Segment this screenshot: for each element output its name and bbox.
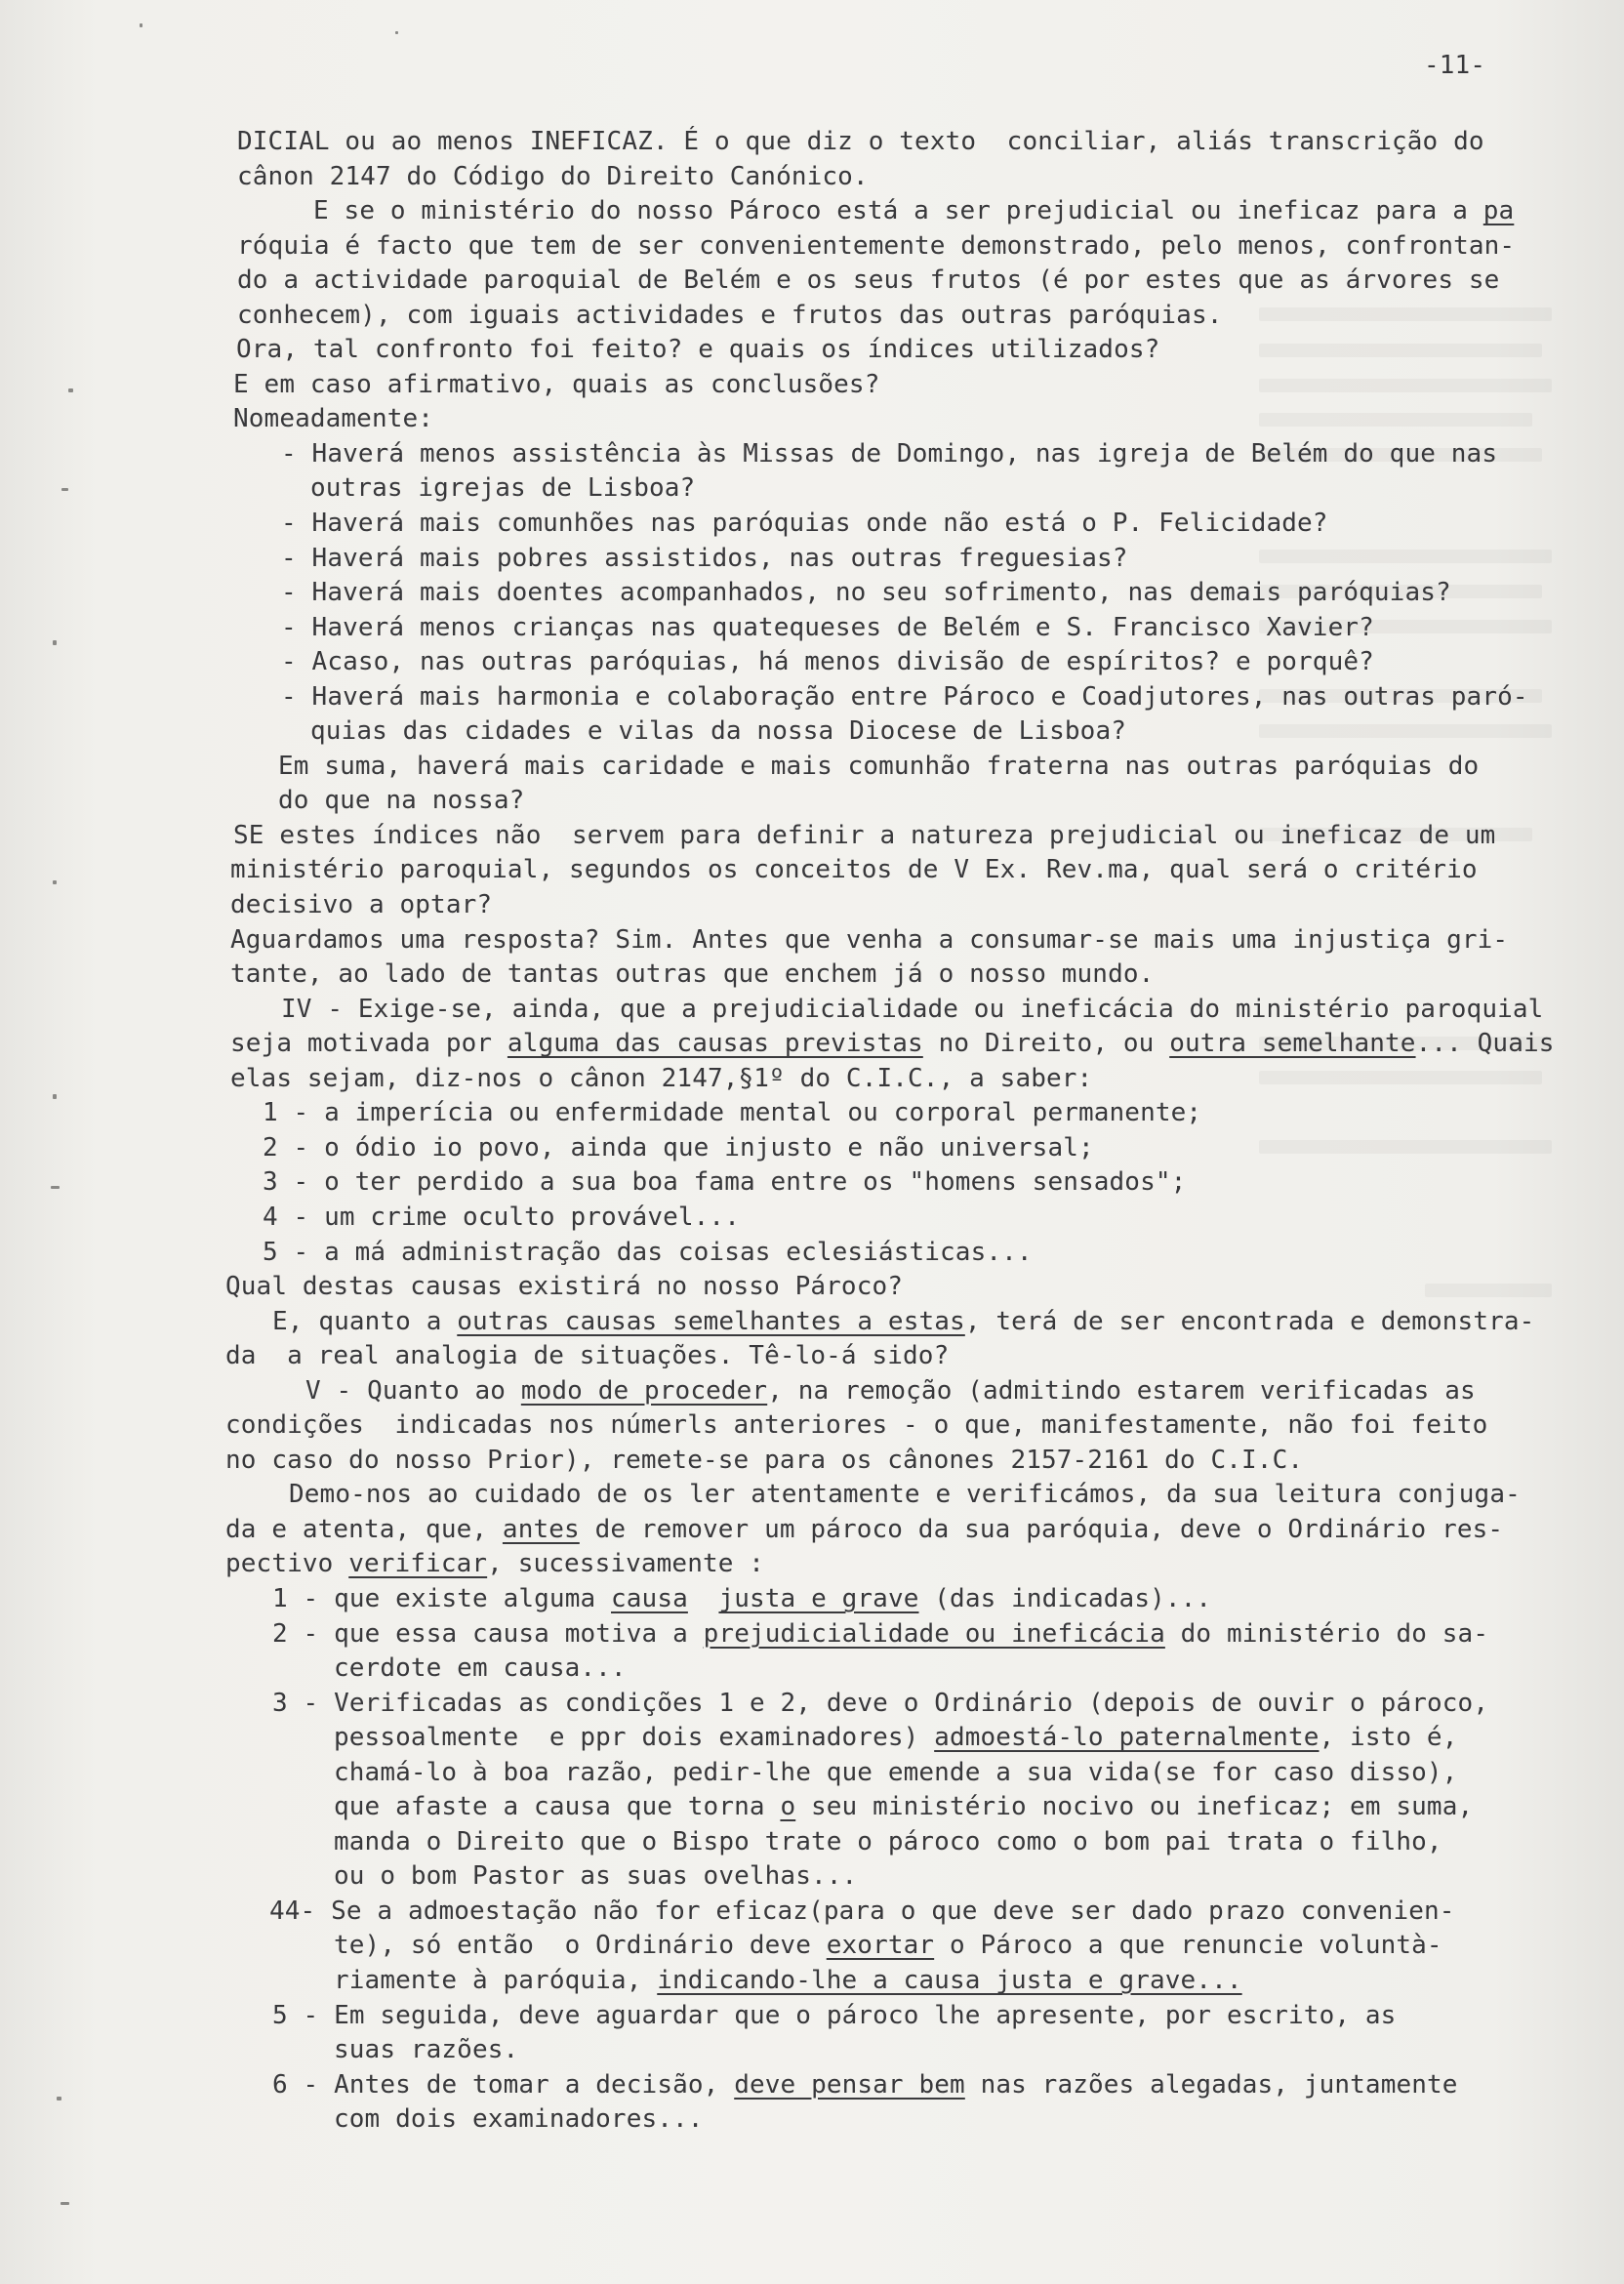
text-line (0, 1513, 1624, 1548)
line-text: o Pároco a que renuncie voluntà- (934, 1931, 1442, 1961)
question-item: - Haverá mais comunhões nas paróquias onde não está o P. Felicidade? (281, 509, 1328, 539)
text-line: cânon 2147 do Código do Direito Canónico. (237, 161, 869, 191)
numbered-item: 3 - Verificadas as condições 1 e 2, deve o Ordinário (depois de ouvir o pároco, (272, 1688, 1489, 1718)
text-line (0, 1964, 1624, 1999)
underlined-text: admoestá-lo paternalmente (934, 1723, 1320, 1753)
text-line: E em caso afirmativo, quais as conclusões? (233, 369, 880, 399)
line-text: pessoalmente e ppr dois examinadores) (334, 1723, 935, 1753)
text-line (0, 1721, 1624, 1756)
numbered-item: 4 - um crime oculto provável... (263, 1202, 740, 1232)
question-item: - Haverá mais harmonia e colaboração entre Pároco e Coadjutores, nas outras paró- (281, 681, 1528, 712)
text-line: ministério paroquial, segundos os conceitos de V Ex. Rev.ma, qual será o critério (230, 855, 1478, 885)
underlined-text: deve pensar bem (734, 2069, 965, 2100)
text-line: Qual destas causas existirá no nosso Pároco? (225, 1272, 904, 1302)
text-line: ou o bom Pastor as suas ovelhas... (334, 1861, 858, 1892)
line-text: da e atenta, que, (225, 1514, 503, 1544)
line-text: V - Quanto ao (305, 1375, 521, 1406)
line-text: , na remoção (admitindo estarem verificadas as (767, 1375, 1476, 1406)
text-line: do que na nossa? (278, 786, 525, 816)
line-text: nas razões alegadas, juntamente (964, 2069, 1458, 2100)
line-text: E, quanto a (272, 1306, 458, 1336)
underlined-text: outra semelhante (1169, 1029, 1416, 1059)
question-item: - Haverá menos crianças nas quatequeses de Belém e S. Francisco Xavier? (281, 612, 1374, 642)
text-line: suas razões. (334, 2035, 519, 2065)
text-line: Ora, tal confronto foi feito? e quais os índices utilizados? (236, 335, 1160, 365)
line-text (688, 1584, 719, 1613)
text-line: tante, ao lado de tantas outras que enchem já o nosso mundo. (230, 959, 1155, 990)
underlined-text: o (780, 1792, 796, 1822)
text-line: Aguardamos uma resposta? Sim. Antes que venha a consumar-se mais uma injustiça gri- (230, 924, 1509, 955)
text-line: outras igrejas de Lisboa? (310, 473, 696, 504)
line-text: , terá de ser encontrada e demonstra- (964, 1306, 1535, 1336)
text-line: decisivo a optar? (230, 890, 493, 920)
text-line (0, 1027, 1624, 1062)
text-line: chamá-lo à boa razão, pedir-lhe que emende a sua vida(se for caso disso), (334, 1757, 1458, 1787)
question-item: - Haverá mais doentes acompanhados, no seu sofrimento, nas demais paróquias? (281, 578, 1451, 608)
line-text: que afaste a causa que torna (334, 1792, 781, 1822)
line-text: seja motivada por (230, 1029, 508, 1059)
line-text: 6 - Antes de tomar a decisão, (272, 2069, 735, 2100)
underlined-text: outras causas semelhantes a estas (457, 1306, 965, 1336)
numbered-item: 1 - a imperícia ou enfermidade mental ou corporal permanente; (263, 1098, 1202, 1128)
line-text: (das indicadas)... (918, 1583, 1212, 1613)
numbered-item (0, 1582, 1624, 1617)
underlined-text: antes (502, 1514, 580, 1544)
text-line: manda o Direito que o Bispo trate o pároco como o bom pai trata o filho, (334, 1826, 1442, 1856)
line-text: 1 - que existe alguma (272, 1583, 612, 1613)
underlined-text: justa e grave (718, 1583, 919, 1613)
text-line: quias das cidades e vilas da nossa Diocese de Lisboa? (310, 716, 1126, 747)
text-line (0, 1547, 1624, 1582)
text-line (0, 194, 1624, 229)
numbered-item: 44- Se a admoestação não for eficaz(para o que deve ser dado prazo convenien- (269, 1896, 1455, 1926)
line-text: 2 - que essa causa motiva a (272, 1618, 704, 1649)
document-body (0, 125, 1624, 2138)
numbered-item: 2 - o ódio io povo, ainda que injusto e não universal; (263, 1132, 1094, 1162)
section-heading-v (0, 1374, 1624, 1409)
line-text: de remover um pároco da sua paróquia, deve o Ordinário res- (579, 1514, 1504, 1544)
text-line: do a actividade paroquial de Belém e os seus frutos (é por estes que as árvores se (237, 265, 1500, 296)
numbered-item (0, 2068, 1624, 2103)
line-text: te), só então o Ordinário deve (334, 1931, 827, 1961)
text-line: róquia é facto que tem de ser convenientemente demonstrado, pelo menos, confrontan- (237, 230, 1516, 261)
line-text: no Direito, ou (922, 1029, 1170, 1059)
underlined-text: alguma das causas previstas (507, 1029, 923, 1059)
page-number: -11- (1424, 51, 1486, 80)
underlined-text: pa (1482, 196, 1515, 226)
text-line (0, 1305, 1624, 1340)
text-line: Nomeadamente: (233, 404, 434, 434)
line-text: , isto é, (1319, 1723, 1458, 1753)
question-item: - Haverá mais pobres assistidos, nas outras freguesias? (281, 543, 1128, 573)
text-line: conhecem), com iguais actividades e frutos das outras paróquias. (237, 300, 1223, 330)
text-line: da a real analogia de situações. Tê-lo-á sido? (225, 1341, 950, 1371)
underlined-text: exortar (826, 1931, 935, 1961)
line-text: , sucessivamente : (487, 1549, 765, 1579)
text-line: SE estes índices não servem para definir a natureza prejudicial ou ineficaz de um (233, 820, 1496, 850)
section-heading-iv: IV - Exige-se, ainda, que a prejudicialidade ou ineficácia do ministério paroquial (281, 994, 1544, 1024)
text-line: no caso do nosso Prior), remete-se para os cânones 2157-2161 do C.I.C. (225, 1445, 1304, 1475)
text-line: condições indicadas nos númerls anteriores - o que, manifestamente, não foi feito (225, 1410, 1488, 1441)
underlined-text: indicando-lhe a causa justa e grave... (657, 1965, 1242, 1995)
scan-speck (61, 2202, 69, 2205)
text-line: elas sejam, diz-nos o cânon 2147,§1º do C.I.C., a saber: (230, 1063, 1093, 1093)
text-line: Em suma, haverá mais caridade e mais comunhão fraterna nas outras paróquias do (278, 751, 1480, 781)
numbered-item: 5 - Em seguida, deve aguardar que o pároco lhe apresente, por escrito, as (272, 2000, 1397, 2030)
line-text: pectivo (225, 1549, 349, 1579)
text-line: cerdote em causa... (334, 1653, 627, 1684)
question-item: - Haverá menos assistência às Missas de Domingo, nas igreja de Belém do que nas (281, 438, 1498, 469)
scan-speck (395, 31, 398, 34)
numbered-item: 5 - a má administração das coisas eclesiásticas... (263, 1237, 1033, 1267)
numbered-item: 3 - o ter perdido a sua boa fama entre os "homens sensados"; (263, 1167, 1187, 1198)
underlined-text: prejudicialidade ou ineficácia (703, 1618, 1165, 1649)
numbered-item (0, 1617, 1624, 1652)
text-line (0, 1929, 1624, 1964)
line-text: E se o ministério do nosso Pároco está a ser prejudicial ou ineficaz para a (313, 196, 1483, 226)
text-line: DICIAL ou ao menos INEFICAZ. É o que diz o texto conciliar, aliás transcrição do (237, 127, 1484, 156)
underlined-text: causa (611, 1583, 688, 1613)
underlined-text: verificar (348, 1549, 488, 1579)
text-line: Demo-nos ao cuidado de os ler atentamente e verificámos, da sua leitura conjuga- (289, 1480, 1521, 1510)
scan-speck (140, 23, 142, 27)
text-line: com dois examinadores... (334, 2104, 704, 2135)
line-text: ... Quais (1415, 1029, 1555, 1059)
text-line (0, 1790, 1624, 1825)
line-text: do ministério do sa- (1164, 1618, 1489, 1649)
underlined-text: modo de proceder (520, 1375, 768, 1406)
line-text: riamente à paróquia, (334, 1965, 658, 1995)
question-item: - Acaso, nas outras paróquias, há menos divisão de espíritos? e porquê? (281, 647, 1374, 677)
line-text: seu ministério nocivo ou ineficaz; em suma, (795, 1792, 1474, 1822)
